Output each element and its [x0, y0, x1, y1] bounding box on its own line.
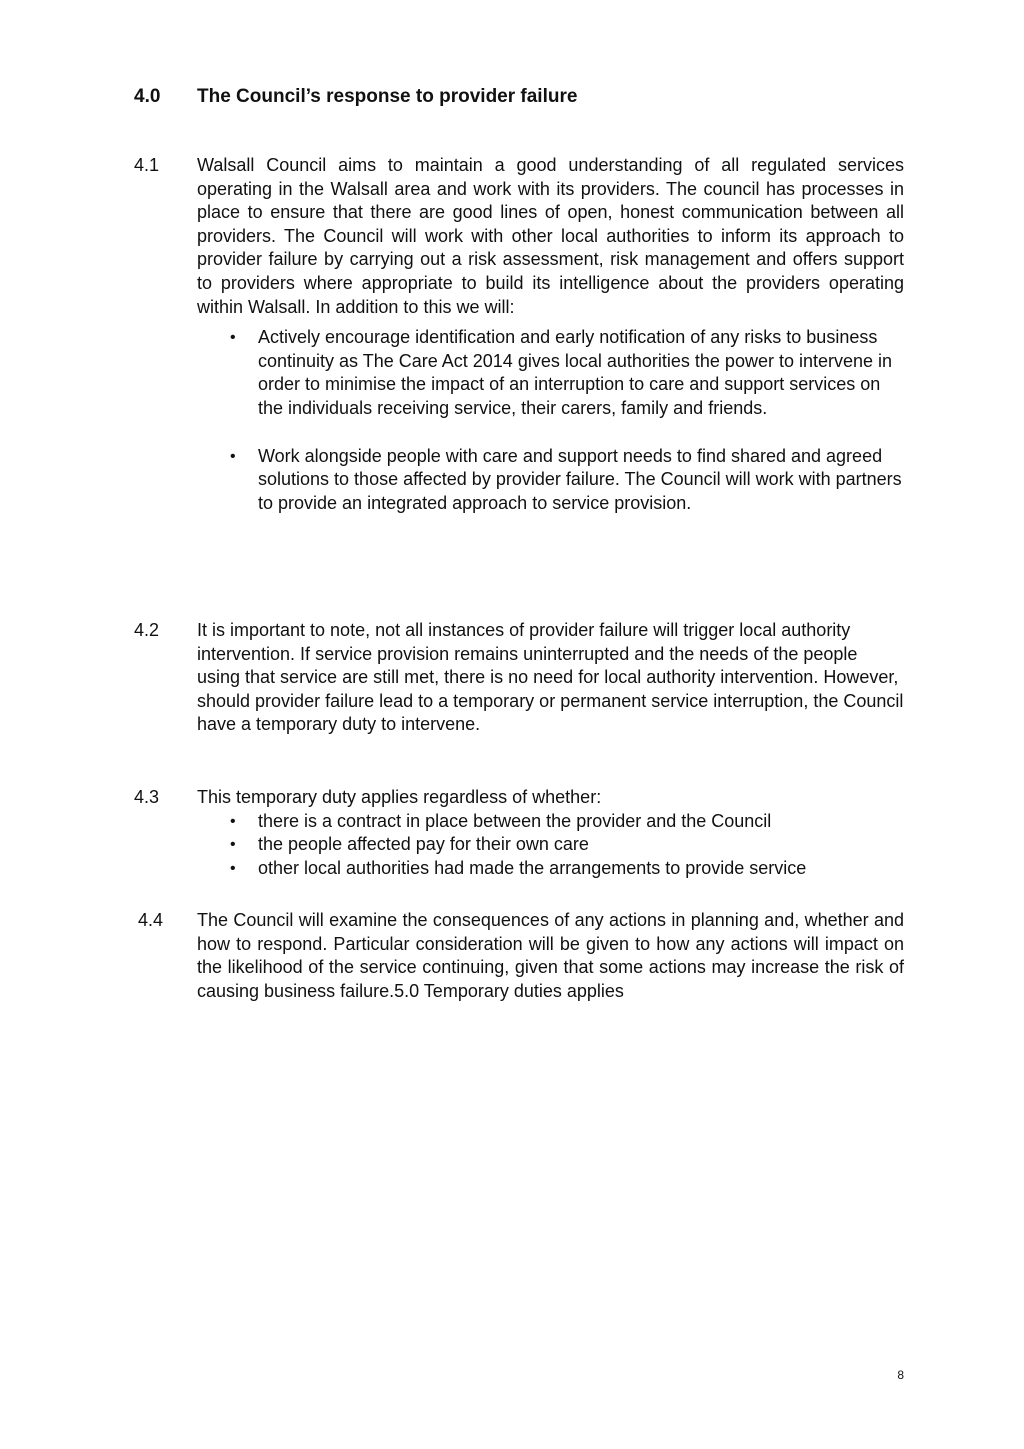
bullet-icon: •	[230, 329, 236, 347]
list-item-text: other local authorities had made the arrangements to provide service	[258, 857, 807, 878]
section-heading-title: The Council’s response to provider failure	[197, 86, 578, 107]
page-number: 8	[897, 1368, 904, 1382]
section-4-2-paragraph: It is important to note, not all instances of provider failure will trigger local authority intervention. If service provision remains uninterrupted and the needs of the people using that service are still met, there is no need for local authority intervention. However, should provider failure lead to a temporary or permanent service interruption, the Council have a temporary duty to intervene.	[197, 620, 904, 735]
section-4-2-number: 4.2	[134, 620, 160, 640]
section-4-4-paragraph: The Council will examine the consequences of any actions in planning and, whether and how to respond. Particular consideration will be given to how any actions will impact on the likelihood of the service continuing, given that some actions may increase the risk of causing business failure.5.0 Temporary duties applies	[197, 910, 904, 1001]
section-4-1-paragraph: Walsall Council aims to maintain a good understanding of all regulated services operating in the Walsall area and work with its providers. The council has processes in place to ensure that there are good lines of open, honest communication between all providers. The Council will work with other local authorities to inform its approach to provider failure by carrying out a risk assessment, risk management and offers support to providers where appropriate to build its intelligence about the providers operating within Walsall. In addition to this we will:	[197, 155, 904, 317]
list-item	[197, 445, 904, 516]
list-item-text: Actively encourage identification and early notification of any risks to business continuity as The Care Act 2014 gives local authorities the power to intervene in order to minimise the impact of an interruption to care and support services on the individuals receiving service, their carers, family and friends.	[258, 327, 893, 418]
section-4-1-bullet-list	[197, 326, 904, 515]
bullet-icon: •	[230, 812, 236, 830]
list-item-text: the people affected pay for their own care	[258, 834, 589, 855]
bullet-icon: •	[230, 859, 236, 877]
section-4-1-number: 4.1	[134, 155, 160, 175]
list-item-text: there is a contract in place between the provider and the Council	[258, 810, 772, 831]
list-item	[197, 857, 904, 881]
list-item-text: Work alongside people with care and support needs to find shared and agreed solutions to those affected by provider failure. The Council will work with partners to provide an integrated approach to service provision.	[258, 445, 902, 513]
section-4-3-paragraph: This temporary duty applies regardless of whether:	[197, 787, 602, 807]
list-item	[197, 833, 904, 857]
section-4-3-bullet-list	[197, 810, 904, 881]
section-4-3-number: 4.3	[134, 787, 160, 807]
list-item	[197, 326, 904, 420]
section-heading-number: 4.0	[134, 86, 161, 107]
list-item	[197, 810, 904, 834]
section-4-4-number: 4.4	[138, 910, 164, 930]
bullet-icon: •	[230, 447, 236, 465]
bullet-icon: •	[230, 836, 236, 854]
